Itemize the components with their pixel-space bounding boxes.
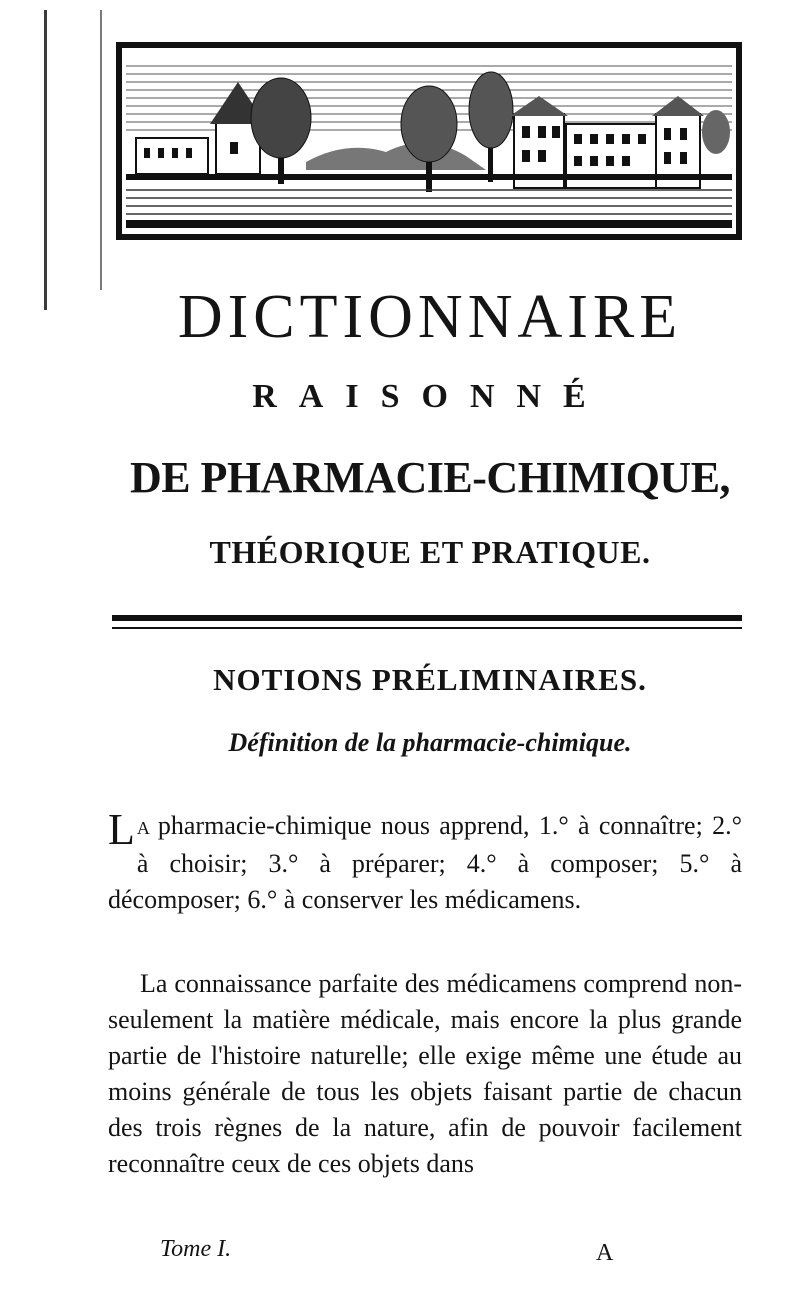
title-line-3: DE PHARMACIE-CHIMIQUE,	[129, 453, 731, 502]
paragraph-1	[108, 805, 742, 918]
village-landscape-illustration	[126, 52, 732, 230]
scan-gutter-mark	[100, 10, 102, 290]
volume-label: Tome I.	[160, 1236, 232, 1262]
section-heading: NOTIONS PRÉLIMINAIRES.	[213, 662, 647, 697]
scan-gutter-mark	[44, 10, 47, 310]
signature-mark: A	[596, 1240, 614, 1266]
engraved-vignette	[116, 42, 742, 240]
title-line-2: RAISONNÉ	[252, 378, 608, 415]
title-line-1: DICTIONNAIRE	[177, 283, 683, 351]
double-rule-thin	[112, 627, 742, 629]
drop-cap: L	[108, 805, 135, 854]
paragraph-1-text: pharmacie-chimique nous apprend, 1.° à connaître; 2.° à choisir; 3.° à préparer; 4.° à composer; 5.° à décomposer; 6.° à conserver les médicamens.	[108, 811, 742, 914]
section-subheading: Définition de la pharmacie-chimique.	[228, 728, 632, 757]
drop-cap-small-cap: A	[136, 818, 150, 838]
paragraph-2: La connaissance parfaite des médicamens comprend non-seulement la matière médicale, mais encore la plus grande partie de l'histoire naturelle; elle exige même une étude au moins générale de tous les objets faisant partie de chacun des trois règnes de la nature, afin de pouvoir facilement reconnaître ceux de ces objets dans	[108, 969, 742, 1178]
double-rule-thick	[112, 615, 742, 621]
title-line-4: THÉORIQUE ET PRATIQUE.	[209, 534, 651, 570]
